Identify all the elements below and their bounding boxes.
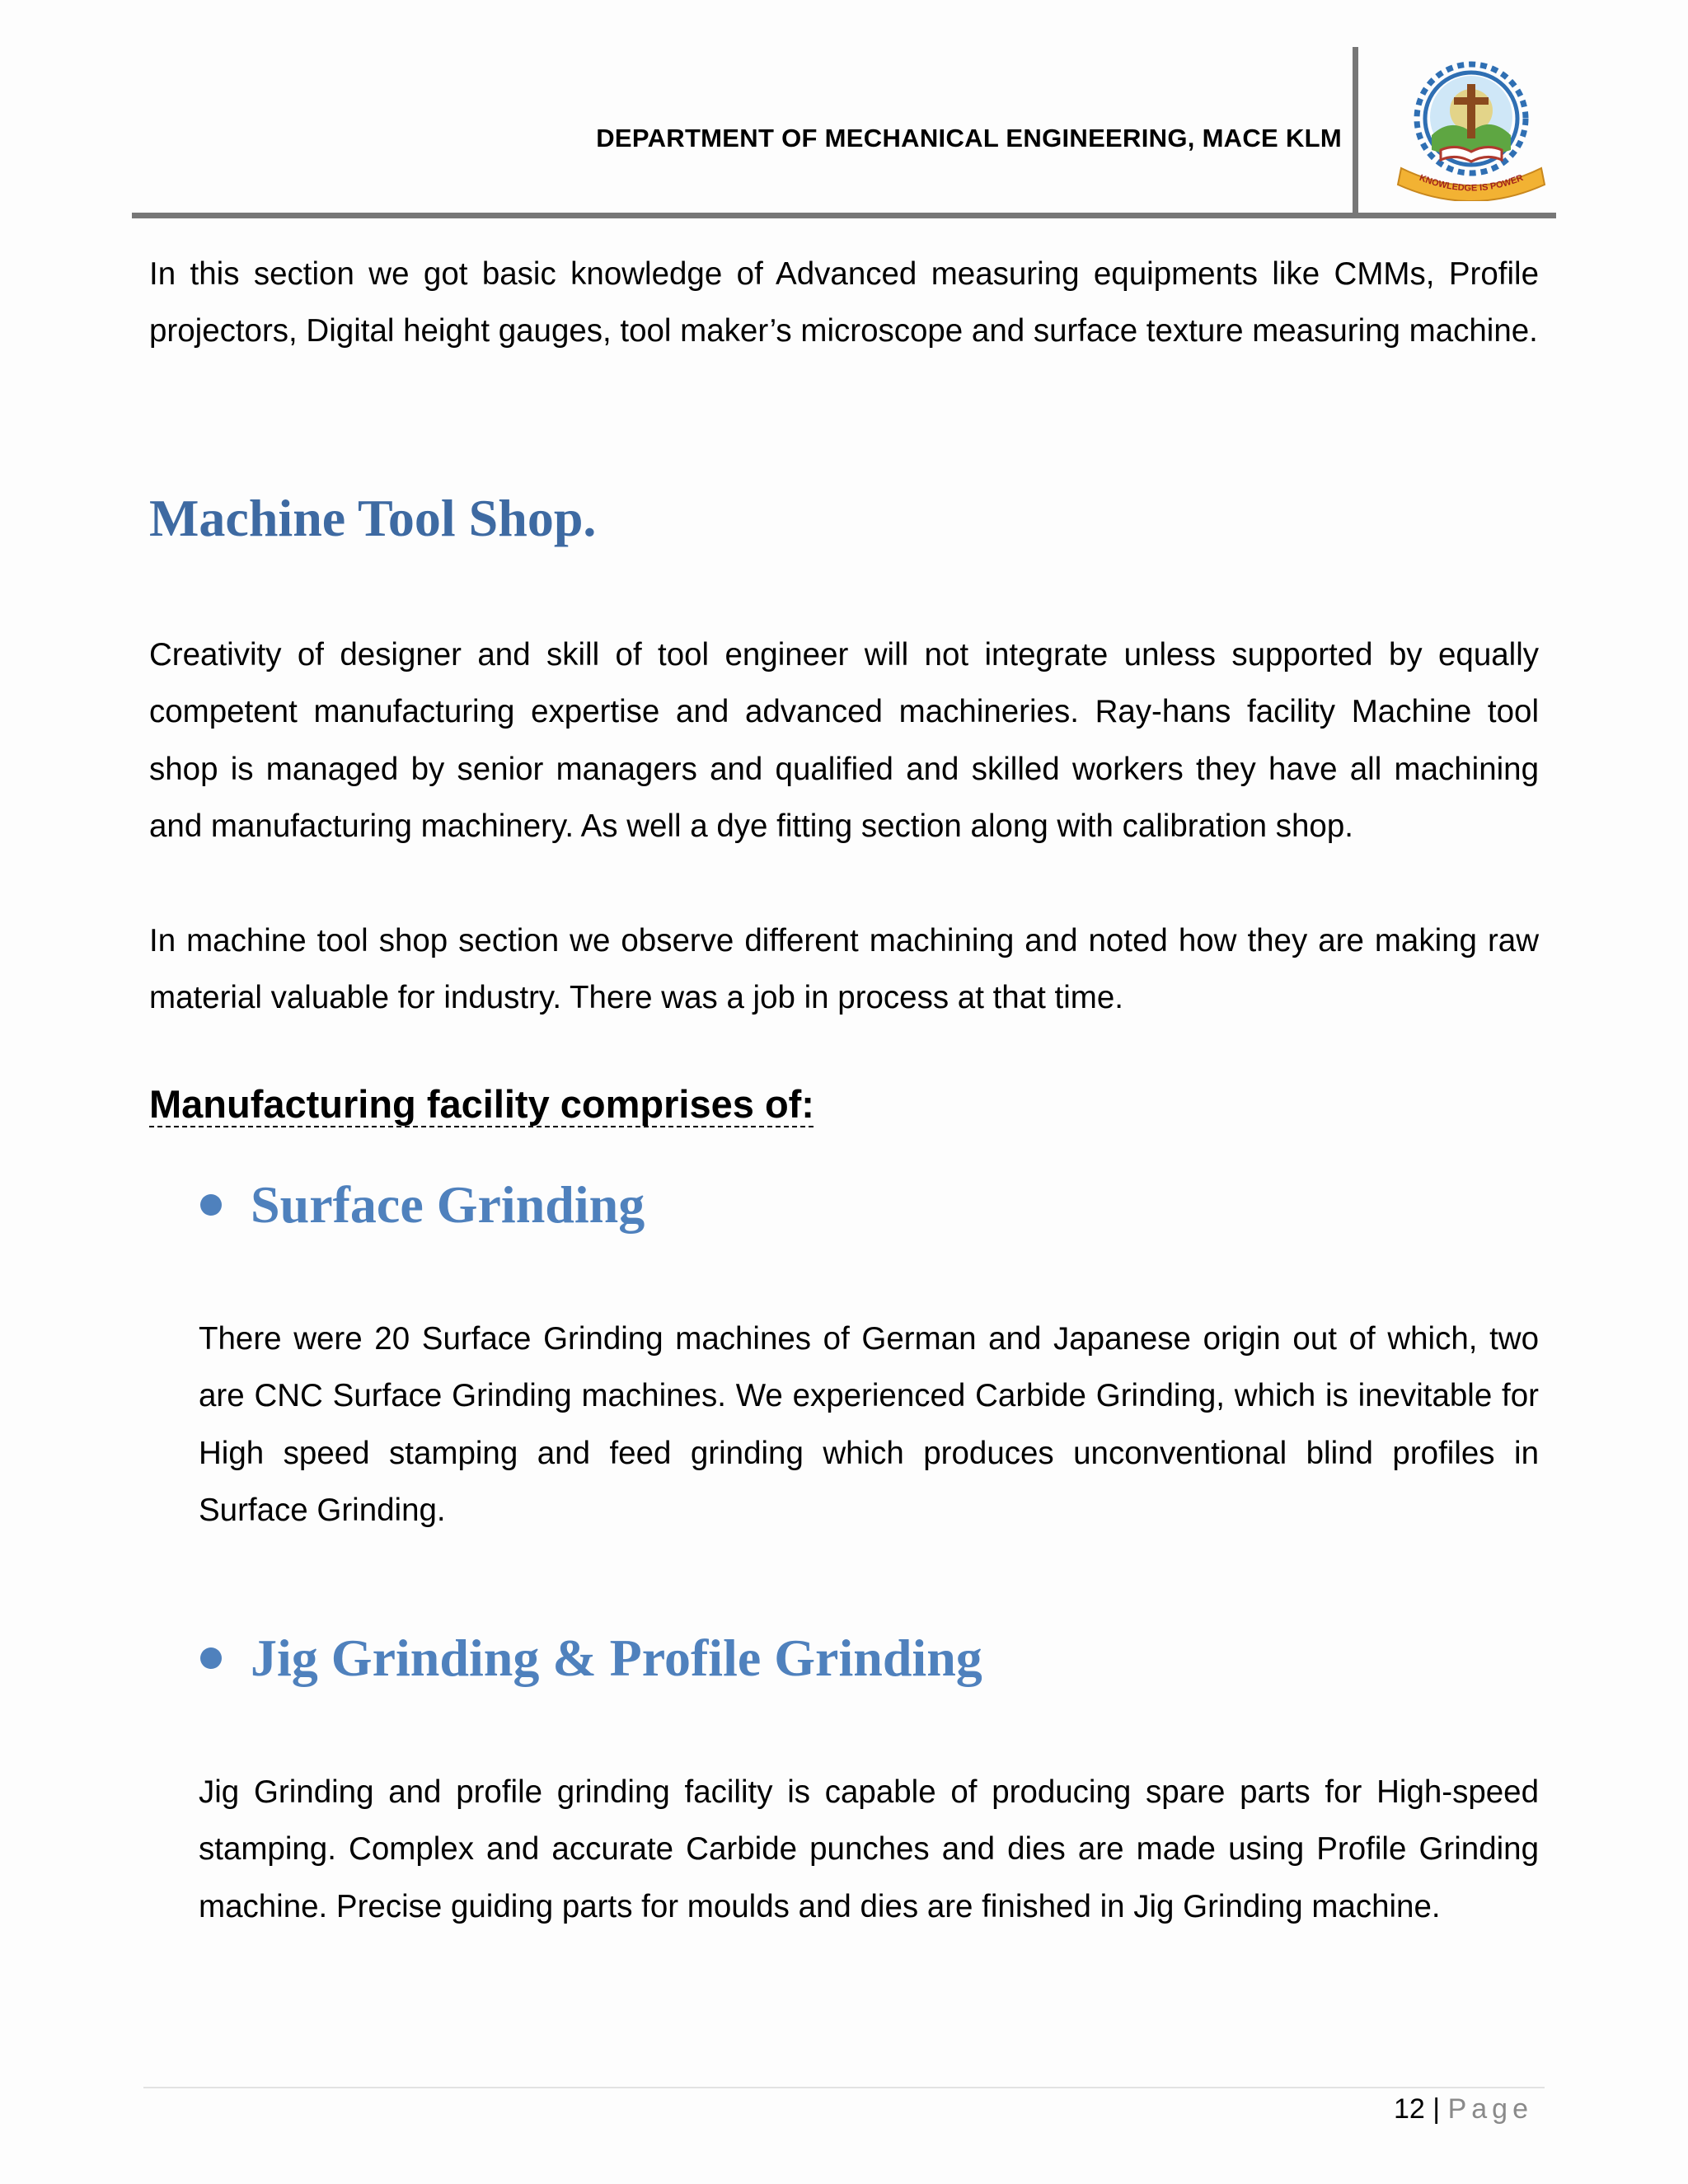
header-vertical-divider [1353, 47, 1358, 217]
page-label: Page [1447, 2093, 1533, 2125]
section-paragraph-2: In machine tool shop section we observe different machining and noted how they are making raw material valuable for industry. There was a job in process at that time. [149, 923, 1539, 1016]
list-item-jig-grinding-text: Jig Grinding and profile grinding facility is capable of producing spare parts for High-speed stamping. Complex and accurate Carbide punches and dies are made using Profile Grinding machine. Precise guiding parts for moulds and dies are finished in Jig Grinding machine. [199, 1774, 1539, 1924]
footer-separator: | [1432, 2093, 1441, 2125]
list-item-title: Surface Grinding [251, 1175, 645, 1234]
header-divider [132, 213, 1556, 218]
svg-text:KNOWLEDGE IS POWER: KNOWLEDGE IS POWER [1418, 172, 1525, 194]
list-item-title: Jig Grinding & Profile Grinding [251, 1629, 982, 1687]
list-item-surface-grinding-text: There were 20 Surface Grinding machines of German and Japanese origin out of which, two are CNC Surface Grinding machines. We experienced Carbide Grinding, which is inevitable for High speed stamping and feed grinding which produces unconventional blind profiles in Surface Grinding. [199, 1321, 1539, 1528]
list-item-surface-grinding-heading [200, 1174, 1354, 1240]
bullet-icon [200, 1647, 222, 1669]
section-paragraph-1: Creativity of designer and skill of tool engineer will not integrate unless supported by equally competent manufacturing expertise and advanced machineries. Ray-hans facility Machine tool shop is managed by senior managers and qualified and skilled workers they have all machining and manufacturing machinery. As well a dye fitting section along with calibration shop. [149, 637, 1539, 844]
footer-divider [143, 2087, 1545, 2088]
page-number: 12 [1394, 2093, 1425, 2125]
section-heading: Machine Tool Shop. [149, 489, 597, 547]
bullet-icon [200, 1194, 222, 1216]
list-heading: Manufacturing facility comprises of: [149, 1082, 814, 1126]
header-title: DEPARTMENT OF MECHANICAL ENGINEERING, MACE KLM [596, 124, 1342, 152]
page-footer [1319, 2093, 1533, 2125]
college-logo [1393, 53, 1550, 201]
list-item-jig-grinding-heading [200, 1628, 1354, 1694]
intro-paragraph: In this section we got basic knowledge of Advanced measuring equipments like CMMs, Profile projectors, Digital height gauges, tool maker’s microscope and surface texture measuring machine. [149, 256, 1539, 349]
